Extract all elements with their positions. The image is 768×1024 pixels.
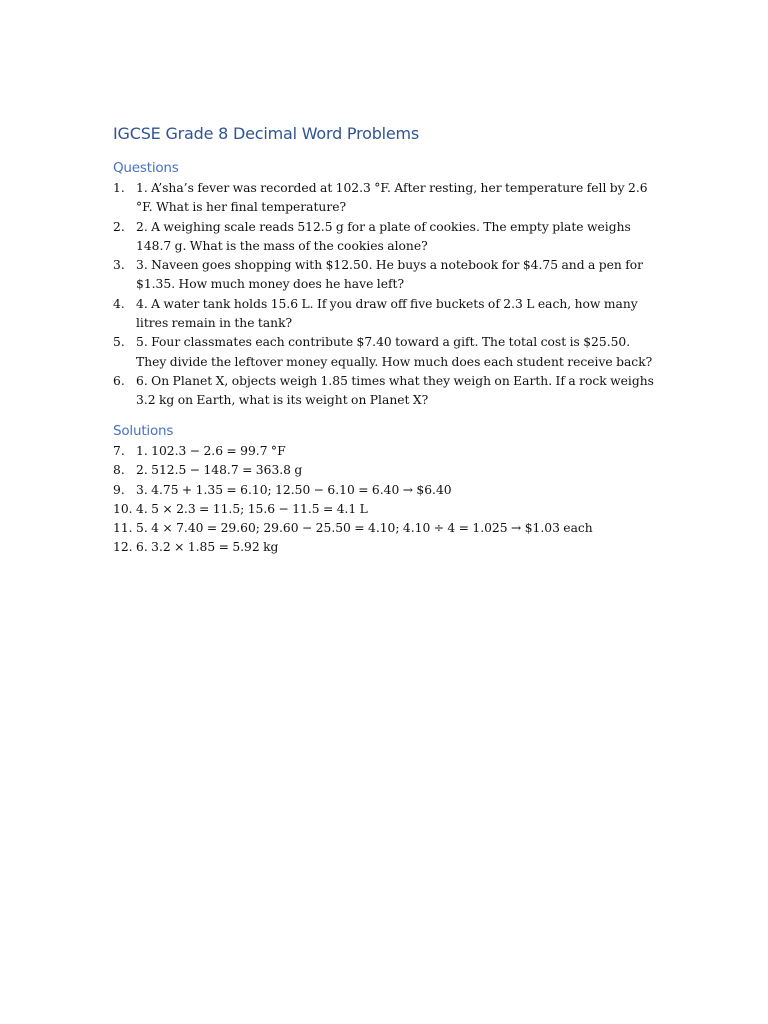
list-number: 8. xyxy=(113,463,125,478)
question-text: 3. Naveen goes shopping with $12.50. He buys a notebook for $4.75 and a pen for $1.35. How much money does he have left? xyxy=(136,258,644,292)
question-item xyxy=(113,218,658,257)
solution-text: 2. 512.5 − 148.7 = 363.8 g xyxy=(136,463,303,478)
question-text: 2. A weighing scale reads 512.5 g for a plate of cookies. The empty plate weighs 148.7 g. What is the mass of the cookies alone? xyxy=(136,219,631,253)
solution-text: 5. 4 × 7.40 = 29.60; 29.60 − 25.50 = 4.10; 4.10 ÷ 4 = 1.025 → $1.03 each xyxy=(136,521,593,536)
solution-text: 6. 3.2 × 1.85 = 5.92 kg xyxy=(136,540,279,555)
list-number: 3. xyxy=(113,258,125,273)
question-item xyxy=(113,256,658,295)
solution-text: 1. 102.3 − 2.6 = 99.7 °F xyxy=(136,444,286,458)
question-item xyxy=(113,333,658,372)
list-number: 5. xyxy=(113,335,125,350)
questions-heading: Questions xyxy=(113,160,179,176)
question-text: 6. On Planet X, objects weigh 1.85 times what they weigh on Earth. If a rock weighs 3.2 kg on Earth, what is its weight on Planet X? xyxy=(136,373,654,408)
solution-item xyxy=(113,481,658,500)
question-item xyxy=(113,372,658,411)
question-item xyxy=(113,179,658,218)
questions-list xyxy=(113,179,658,411)
list-number: 12. xyxy=(113,540,133,555)
solution-item xyxy=(113,442,658,461)
list-number: 2. xyxy=(113,219,125,234)
list-number: 9. xyxy=(113,482,125,497)
question-text: 5. Four classmates each contribute $7.40 toward a gift. The total cost is $25.50. They divide the leftover money equally. How much does each student receive back? xyxy=(136,335,653,369)
solution-text: 3. 4.75 + 1.35 = 6.10; 12.50 − 6.10 = 6.40 → $6.40 xyxy=(136,482,452,497)
list-number: 6. xyxy=(113,373,125,388)
solution-item xyxy=(113,461,658,480)
solutions-list xyxy=(113,442,658,558)
solution-item xyxy=(113,500,658,519)
question-text: 1. A’sha’s fever was recorded at 102.3 °F. After resting, her temperature fell by 2.6 °F. What is her final temperature? xyxy=(136,181,648,215)
list-number: 11. xyxy=(113,521,133,536)
solution-item xyxy=(113,519,658,538)
list-number: 1. xyxy=(113,181,125,195)
solution-item xyxy=(113,538,658,557)
question-text: 4. A water tank holds 15.6 L. If you draw off five buckets of 2.3 L each, how many litres remain in the tank? xyxy=(136,296,638,331)
question-item xyxy=(113,295,658,334)
list-number: 4. xyxy=(113,296,125,311)
solution-text: 4. 5 × 2.3 = 11.5; 15.6 − 11.5 = 4.1 L xyxy=(136,501,368,516)
document-title: IGCSE Grade 8 Decimal Word Problems xyxy=(113,124,420,143)
list-number: 7. xyxy=(113,444,125,458)
solutions-heading: Solutions xyxy=(113,423,174,439)
list-number: 10. xyxy=(113,501,133,516)
